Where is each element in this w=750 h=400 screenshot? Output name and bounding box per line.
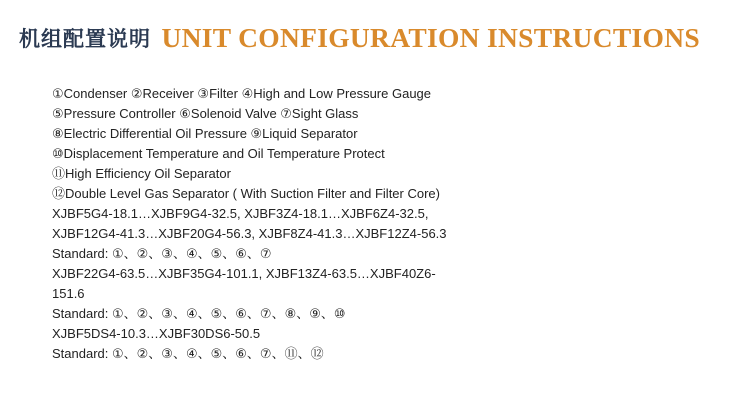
config-line: ⑪High Efficiency Oil Separator xyxy=(52,166,231,181)
model-range-line: XJBF5G4-18.1…XJBF9G4-32.5, XJBF3Z4-18.1…XJBF6Z4-32.5, xyxy=(52,206,429,221)
heading-english: UNIT CONFIGURATION INSTRUCTIONS xyxy=(161,22,700,53)
standard-line: Standard: ①、②、③、④、⑤、⑥、⑦、⑪、⑫ xyxy=(52,346,324,361)
standard-line: Standard: ①、②、③、④、⑤、⑥、⑦、⑧、⑨、⑩ xyxy=(52,306,346,321)
model-range-line: XJBF5DS4-10.3…XJBF30DS6-50.5 xyxy=(52,326,261,341)
model-range-line: XJBF12G4-41.3…XJBF20G4-56.3, XJBF8Z4-41.3…XJBF12Z4-56.3 xyxy=(52,226,447,241)
model-range-line: 151.6 xyxy=(52,286,85,301)
page-heading xyxy=(19,22,739,62)
config-line: ①Condenser ②Receiver ③Filter ④High and Low Pressure Gauge xyxy=(52,86,432,101)
configuration-list xyxy=(52,84,712,364)
model-range-line: XJBF22G4-63.5…XJBF35G4-101.1, XJBF13Z4-63.5…XJBF40Z6- xyxy=(52,266,436,281)
config-line: ⑧Electric Differential Oil Pressure ⑨Liquid Separator xyxy=(52,126,358,141)
config-line: ⑤Pressure Controller ⑥Solenoid Valve ⑦Sight Glass xyxy=(52,106,359,121)
heading-chinese: 机组配置说明 xyxy=(19,27,151,51)
config-line: ⑩Displacement Temperature and Oil Temperature Protect xyxy=(52,146,385,161)
standard-line: Standard: ①、②、③、④、⑤、⑥、⑦ xyxy=(52,246,272,261)
config-line: ⑫Double Level Gas Separator ( With Suction Filter and Filter Core) xyxy=(52,186,440,201)
